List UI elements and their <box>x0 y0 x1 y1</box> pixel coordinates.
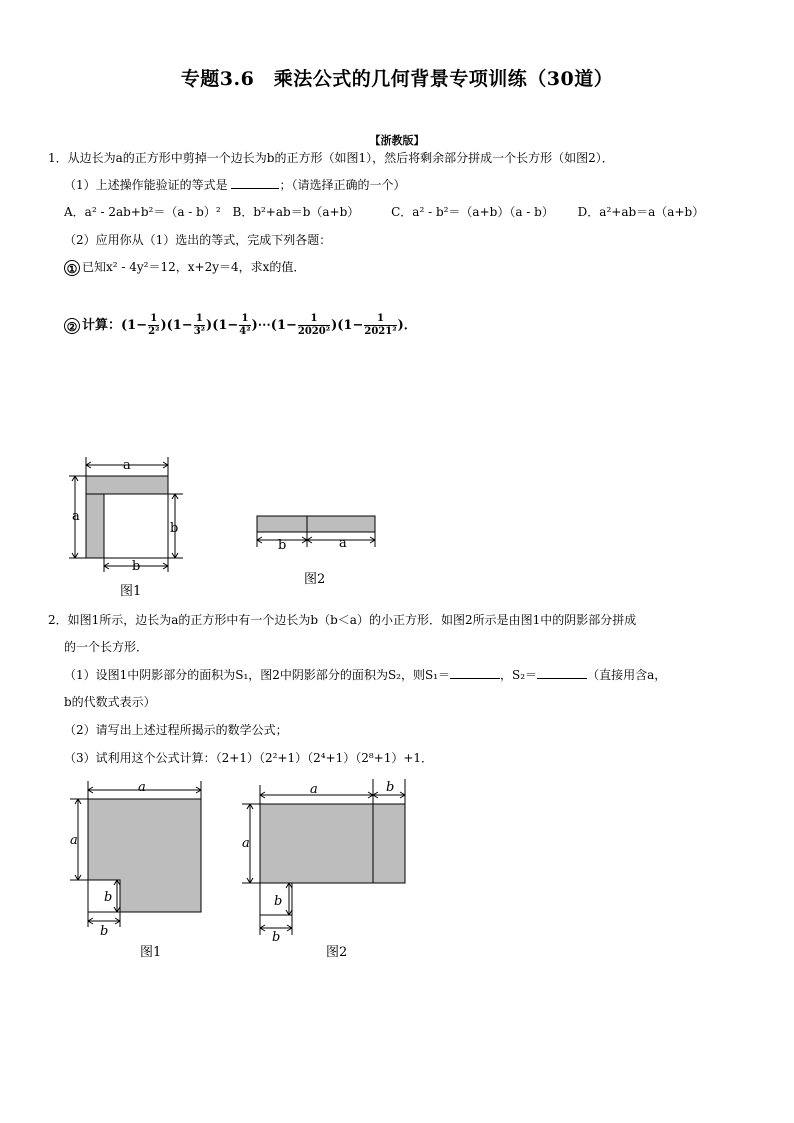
q2-figure-2 <box>234 775 414 960</box>
option-b: B．b²+ab＝b（a+b） <box>232 205 360 219</box>
fraction: $\frac{1}{\text{2²}}$ <box>148 313 160 337</box>
answer-blank[interactable] <box>231 177 279 189</box>
option-a: A．a² - 2ab+b²＝（a - b）² <box>64 205 221 219</box>
answer-blank-s2[interactable] <box>537 667 587 679</box>
page-title: 专题3.6 乘法公式的几何背景专项训练（30道） <box>180 68 614 90</box>
q2-part1-text: （1）设图1中阴影部分的面积为S₁，图2中阴影部分的面积为S₂，则S₁＝ <box>64 668 451 682</box>
label-a: a <box>72 509 80 524</box>
q2-part1-mid: ，S₂＝ <box>500 668 538 682</box>
label-a: a <box>242 836 250 851</box>
q1-sub1-text: 已知x² - 4y²＝12，x+2y＝4，求x的值． <box>82 260 306 274</box>
answer-blank-s1[interactable] <box>450 667 500 679</box>
q1-part1-tail: ；（请选择正确的一个） <box>279 178 406 192</box>
q2-figure-1 <box>62 775 212 960</box>
figure-caption: 图1 <box>140 945 162 960</box>
figure-caption: 图2 <box>304 572 326 587</box>
circled-one-icon: ① <box>64 260 80 276</box>
q1-figure-1 <box>62 452 192 602</box>
q1-number: 1． <box>48 151 68 165</box>
label-b: b <box>272 930 281 945</box>
q1-part1-text: （1）上述操作能验证的等式是 <box>64 178 228 192</box>
q2-stem-text: 如图1所示，边长为a的正方形中有一个边长为b（b＜a）的小正方形．如图2所示是由图1中的阴影部分拼成 <box>67 613 637 627</box>
circled-two-icon: ② <box>64 318 80 334</box>
q2-part1-tail: （直接用含a， <box>587 668 667 682</box>
label-b: b <box>274 894 283 909</box>
q1-part1 <box>64 177 405 193</box>
label-a: a <box>138 780 146 795</box>
q1-stem-text: 从边长为a的正方形中剪掉一个边长为b的正方形（如图1），然后将剩余部分拼成一个长方形（如图2）． <box>67 151 614 165</box>
q1-figure-2 <box>250 505 385 590</box>
q1-sub2-label: 计算： <box>82 318 122 333</box>
q1-sub2: ② 计算：(1− $\frac{1}{\text{2²}}$ )(1− $\frac{1}{\text{3²}}$ )(1− $\frac{1}{\text{4²}}$ )⋯(1− $\frac{1}{\text{2020²}}$ )(1− $\frac{1}{\text{2021²}}$ )． <box>64 313 417 338</box>
fraction: $\frac{1}{\text{2020²}}$ <box>297 313 331 337</box>
label-a: a <box>70 833 78 848</box>
label-b: b <box>386 780 395 795</box>
label-a: a <box>339 536 347 551</box>
label-b: b <box>132 559 141 574</box>
figure-caption: 图1 <box>120 584 142 599</box>
q2-stem <box>48 612 636 628</box>
label-a: a <box>310 782 318 797</box>
label-b: b <box>104 890 113 905</box>
label-a: a <box>123 458 131 473</box>
label-b: b <box>170 521 179 536</box>
q2-part1-line2: b的代数式表示） <box>64 695 156 709</box>
q2-number: 2． <box>48 613 68 627</box>
fraction: $\frac{1}{\text{4²}}$ <box>239 313 251 337</box>
q1-options <box>64 204 704 220</box>
label-b: b <box>100 924 109 939</box>
q2-part1 <box>64 667 666 683</box>
q1-sub1 <box>64 259 305 276</box>
q1-part2: （2）应用你从（1）选出的等式，完成下列各题： <box>64 233 332 247</box>
option-d: D．a²+ab＝a（a+b） <box>577 205 705 219</box>
q2-stem-line2: 的一个长方形． <box>64 640 149 654</box>
fraction: $\frac{1}{\text{3²}}$ <box>193 313 206 337</box>
edition-label: 【浙教版】 <box>369 134 425 147</box>
figure-caption: 图2 <box>326 945 348 960</box>
option-c: C．a² - b²＝（a+b）（a - b） <box>391 205 554 219</box>
label-b: b <box>278 538 287 553</box>
fraction: $\frac{1}{\text{2021²}}$ <box>364 313 397 337</box>
q2-part2: （2）请写出上述过程所揭示的数学公式； <box>64 723 288 737</box>
q1-stem <box>48 150 614 166</box>
q2-part3: （3）试利用这个公式计算：（2+1）（2²+1）（2⁴+1）（2⁸+1）+1． <box>64 751 434 765</box>
